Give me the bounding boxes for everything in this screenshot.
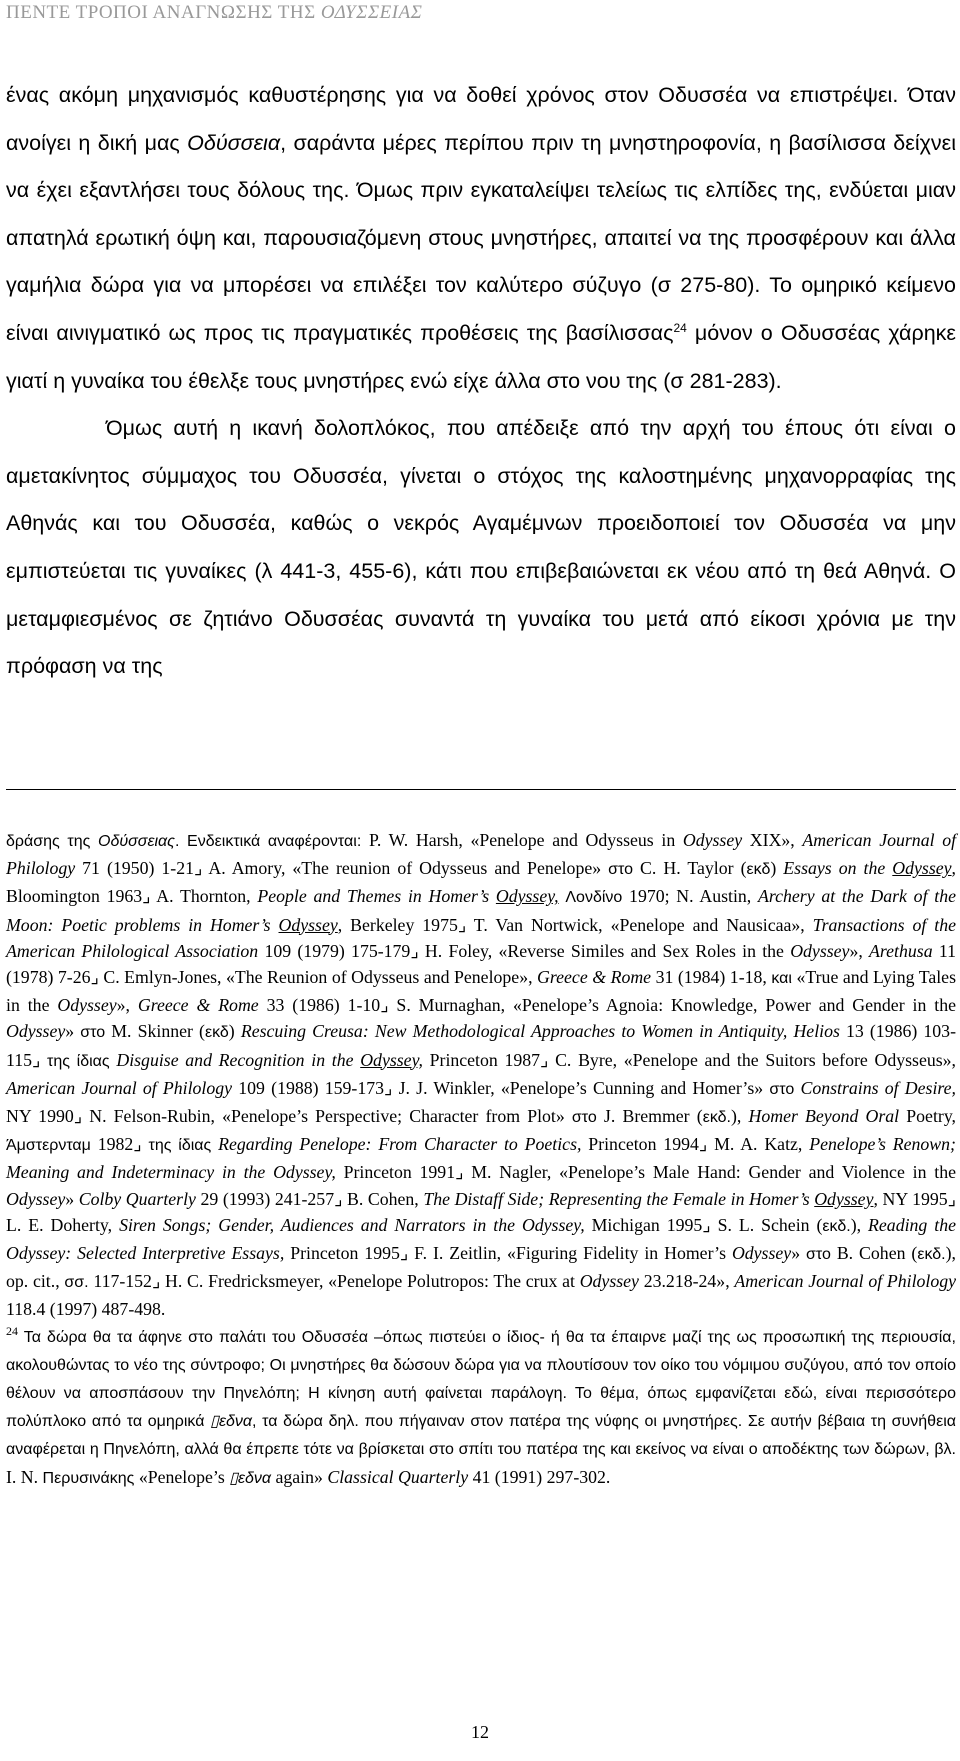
footnote-run: 118.4 (1997) 487-498. bbox=[6, 1299, 166, 1320]
footnote-run: » bbox=[791, 1243, 807, 1264]
footnote-run: Princeton 1995⌟ F. I. Zeitlin, «Figuring Fidelity in Homer’s bbox=[284, 1243, 732, 1264]
footnote-run: », bbox=[849, 940, 870, 961]
footnote-run: Michigan 1995⌟ S. L. Schein ( bbox=[584, 1214, 823, 1235]
footnote-run: Colby Quarterly bbox=[78, 1188, 196, 1209]
footnote-run: » bbox=[65, 1188, 79, 1209]
footnote-ref-24[interactable]: 24 bbox=[673, 320, 687, 335]
footnote-run: 33 (1986) 1-10⌟ S. Murnaghan, «Penelope’s Agnoia: Knowledge, Power and Gender in the bbox=[258, 995, 956, 1016]
footnote-23-continued bbox=[6, 827, 956, 1323]
footnote-run: Οδύσσειας bbox=[98, 833, 175, 850]
paragraph-1-text-a: ένας ακόμη μηχανισμός καθυστέρησης για να δοθεί χρόνος στον Οδυσσέα να επιστρέψει. Όταν ανοίγει η δική μας bbox=[6, 83, 956, 155]
footnote-run: στο bbox=[806, 1246, 831, 1264]
footnote-run: Odyssey bbox=[278, 914, 338, 935]
footnote-separator bbox=[6, 789, 956, 790]
footnote-run: , Berkeley 1975⌟ T. Van Nortwick, «Penelope and Nausicaa», bbox=[337, 914, 813, 935]
footnote-run: Archery at the Dark of the Moon: Poetic problems in Homer’s bbox=[6, 886, 956, 935]
footnote-run: 1970; N. Austin, bbox=[622, 886, 758, 907]
footnote-run: Rescuing Creusa: New Methodological Approaches to Women in Antiquity, Helios bbox=[240, 1021, 840, 1042]
footnote-run: 41 (1991) 297-302. bbox=[468, 1466, 611, 1487]
footnote-run: σσ. bbox=[64, 1274, 89, 1292]
footnote-run: «True and Lying Tales in the bbox=[6, 967, 956, 1016]
footnote-run: Constrains of Desire, bbox=[800, 1077, 956, 1098]
footnote-run: δράσης της bbox=[6, 833, 99, 850]
footnote-run: again» bbox=[271, 1466, 328, 1487]
footnote-run: εκδ. bbox=[702, 1109, 731, 1127]
footnote-24-text bbox=[6, 1323, 956, 1487]
footnote-run: ) bbox=[770, 858, 784, 879]
page-number: 12 bbox=[471, 1722, 489, 1742]
running-header bbox=[6, 2, 422, 24]
footnote-run: ) bbox=[228, 1021, 241, 1042]
footnote-run: , NY 1995⌟ L. E. Doherty, bbox=[6, 1188, 956, 1235]
footnote-run: M. Skinner ( bbox=[105, 1021, 205, 1042]
paragraph-1-text-c: , σαράντα μέρες περίπου πριν τη μνηστηροφονία, η βασίλισσα δείχνει να έχει εξαντλήσει τους δόλους της. Όμως πριν εγκαταλείψει τελείως τις ελπίδες της, ενδύεται μιαν απατηλά ερωτική όψη και, παρουσιαζόμενη στους μνηστήρες, απαιτεί να της προσφέρουν και άλλα γαμήλια δώρα για να μπορέσει να επιλέξει τον καλύτερο σύζυγο (σ 275-80). Το ομηρικό κείμενο είναι αινιγματικό ως προς τις πραγματικές προθέσεις της βασίλισσας bbox=[6, 130, 956, 345]
footnote-run: 117-152⌟ H. C. Fredricksmeyer, «Penelope Polutropos: The crux at bbox=[88, 1271, 580, 1292]
paragraph-1-text-d: μόνον ο Οδυσσέας χάρηκε γιατί η γυναίκα του έθελξε τους μνηστήρες ενώ είχε άλλα στο νου της (σ 281-283). bbox=[6, 320, 956, 393]
footnote-run: . Ενδεικτικά αναφέρονται: bbox=[174, 833, 369, 850]
footnote-run: Transactions of the American Philological Association bbox=[6, 914, 956, 961]
footnote-run: The Distaff Side; Representing the Female in Homer’s bbox=[423, 1188, 815, 1209]
footnote-run: Greece & Rome bbox=[137, 995, 259, 1016]
footnote-run: Odyssey, bbox=[495, 886, 559, 907]
footnote-run: Odyssey bbox=[579, 1271, 639, 1292]
footnote-run: P. W. Harsh, «Penelope and Odysseus in bbox=[368, 830, 683, 850]
body-text bbox=[6, 72, 956, 691]
footnote-run: εκδ. bbox=[917, 1246, 946, 1264]
footnote-run: 109 (1979) 175-179⌟ H. Foley, «Reverse Similes and Sex Roles in the bbox=[258, 940, 791, 961]
footnote-run: American Journal of Philology bbox=[6, 1077, 233, 1098]
footnote-run: 29 (1993) 241-257⌟ B. Cohen, bbox=[195, 1188, 424, 1209]
footnote-run: Λονδίνο bbox=[565, 889, 623, 907]
footnote-run: » bbox=[65, 1021, 81, 1042]
footnote-run: NY 1990⌟ N. Felson-Rubin, «Penelope’s Perspective; Character from Plot» bbox=[6, 1106, 572, 1127]
footnote-run: Odyssey bbox=[6, 1188, 66, 1209]
footnote-run: της ίδιας bbox=[148, 1137, 212, 1155]
footnote-run: στο bbox=[571, 1109, 597, 1127]
footnote-run: στο bbox=[608, 861, 634, 879]
footnote-run: Odyssey bbox=[892, 858, 952, 879]
footnote-run: 11 (1978) 7-26⌟ C. Emlyn-Jones, «The Reunion of Odysseus and Penelope», bbox=[6, 940, 956, 988]
footnote-run: Penelope’s Renown; Meaning and Indeterminacy in the Odyssey, bbox=[6, 1134, 956, 1183]
footnote-24-number: 24 bbox=[6, 1323, 18, 1338]
footnote-run: εκδ bbox=[204, 1024, 229, 1042]
footnote-run: ), bbox=[730, 1106, 749, 1127]
footnote-run: Τα δώρα θα τα άφηνε στο παλάτι του Οδυσσέα –όπως πιστεύει ο ίδιος- ή θα τα έπαιρνε μαζί της ως προσωπική της περιουσία, ακολουθώντας το νέο της σύντροφο; Οι μνηστήρες θα δώσουν δώρα για να πλουτίσουν τον οίκο του νόμιμου συζύγου, από τον οποίο θέλουν να αποσπάσουν την Πηνελόπη; Η κίνηση αυτή φαίνεται παράλογη. Το θέμα, όπως εμφανίζεται εδώ, είναι περισσότερο πολύπλοκο από τα ομηρικά bbox=[6, 1328, 956, 1431]
paragraph-2: Όμως αυτή η ικανή δολοπλόκος, που απέδειξε από την αρχή του έπους ότι είναι ο αμετακίνητος σύμμαχος του Οδυσσέα, γίνεται ο στόχος της καλοστημένης μηχανορραφίας της Αθηνάς και του Οδυσσέα, καθώς ο νεκρός Αγαμέμνων προειδοποιεί τον Οδυσσέα να μην εμπιστεύεται τις γυναίκες (λ 441-3, 455-6), κάτι που επιβεβαιώνεται εκ νέου από τη θεά Αθηνά. Ο μεταμφιεσμένος σε ζητιάνο Οδυσσέας συναντά τη γυναίκα του μετά από είκοσι χρόνια με την πρόφαση να της bbox=[6, 416, 956, 679]
footnote-run: Classical Quarterly bbox=[327, 1466, 469, 1487]
footnote-run: Odyssey bbox=[682, 830, 743, 850]
footnote-run: 13 (1986) 103-115⌟ bbox=[6, 1021, 956, 1070]
footnote-24 bbox=[6, 1323, 956, 1492]
footnote-run: Odyssey bbox=[731, 1243, 792, 1264]
footnote-run: People and Themes in Homer’s bbox=[257, 886, 496, 907]
footnote-run: εκδ bbox=[746, 861, 771, 879]
footnote-run: », bbox=[116, 995, 138, 1016]
footnote-run: ), op. cit., bbox=[6, 1243, 956, 1292]
footnote-run: ▯εδνα bbox=[229, 1469, 272, 1487]
footnote-run: XIX», bbox=[742, 830, 803, 850]
footnote-run: Reading the Odyssey: Selected Interpretive Essays, bbox=[6, 1214, 956, 1264]
footnote-run: ), bbox=[850, 1214, 869, 1235]
footnote-run: Περυσινάκης bbox=[42, 1469, 135, 1487]
footnote-run: 71 (1950) 1-21⌟ A. Amory, «The reunion of Odysseus and Penelope» bbox=[75, 858, 609, 879]
footnote-run: της ίδιας bbox=[47, 1052, 110, 1070]
footnote-run: 23.218-24», bbox=[638, 1271, 735, 1292]
footnote-run: Poetry, bbox=[899, 1106, 956, 1127]
footnote-run: , τα δώρα δηλ. που πήγαιναν στον πατέρα της νύφης οι μνηστήρες. Σε αυτήν βέβαια τη συνήθεια αναφέρεται η Πηνελόπη, αλλά θα έπρεπε τότε να βρίσκεται στο σπίτι του πατέρα της και εκείνος να είναι ο αποδέκτης των δώρων, βλ. bbox=[6, 1413, 956, 1459]
footnote-run: American Journal of Philology bbox=[734, 1271, 957, 1292]
footnote-run: Odyssey bbox=[814, 1188, 874, 1209]
footnote-run: Άμστερνταμ bbox=[6, 1137, 91, 1155]
footnote-run: και bbox=[771, 970, 792, 988]
footnote-run: Odyssey bbox=[6, 1021, 66, 1042]
footnote-run: Odyssey, bbox=[360, 1049, 423, 1070]
footnote-run: American Journal of Philology bbox=[6, 830, 957, 879]
footnote-run: Greece & Rome bbox=[537, 967, 652, 988]
odyssey-italic: Οδύσσεια bbox=[187, 130, 281, 155]
footnotes bbox=[6, 827, 956, 1492]
footnote-run: I. N. bbox=[6, 1466, 43, 1487]
footnote-run: Siren Songs; Gender, Audiences and Narrators in the Odyssey, bbox=[119, 1214, 585, 1235]
footnote-run: Princeton 1987⌟ C. Byre, «Penelope and the Suitors before Odysseus», bbox=[422, 1049, 957, 1070]
footnote-run: Odyssey bbox=[790, 940, 850, 961]
footnote-run: C. H. Taylor ( bbox=[633, 858, 747, 879]
header-title-italic: ΟΔΥΣΣΕΙΑΣ bbox=[320, 2, 423, 23]
footnote-run: , Bloomington 1963⌟ A. Thornton, bbox=[6, 858, 956, 907]
paragraph-1 bbox=[6, 72, 956, 405]
footnote-run: B. Cohen ( bbox=[830, 1243, 918, 1264]
footnote-run: στο bbox=[80, 1024, 106, 1042]
footnote-run: Princeton 1994⌟ M. A. Katz, bbox=[581, 1134, 810, 1155]
footnote-run: 31 (1984) 1-18, bbox=[651, 967, 772, 988]
footnote-run: «Penelope’s bbox=[134, 1466, 230, 1487]
footnote-run: Arethusa bbox=[869, 940, 933, 961]
footnote-run: Essays on the bbox=[783, 858, 893, 879]
footnote-run: Princeton 1991⌟ M. Nagler, «Penelope’s Male Hand: Gender and Violence in the bbox=[335, 1162, 956, 1183]
footnote-run: Regarding Penelope: From Character to Poetics, bbox=[218, 1134, 582, 1155]
footnote-run: εκδ. bbox=[822, 1217, 851, 1235]
footnote-run: Disguise and Recognition in the bbox=[116, 1049, 361, 1070]
header-title: ΠΕΝΤΕ ΤΡΟΠΟΙ ΑΝΑΓΝΩΣΗΣ ΤΗΣ bbox=[6, 2, 316, 23]
footnote-run: στο bbox=[769, 1080, 795, 1098]
footnote-run: 1982⌟ bbox=[90, 1134, 149, 1155]
footnote-run: ▯εδνα bbox=[210, 1413, 253, 1431]
footnote-run: J. Bremmer ( bbox=[596, 1106, 703, 1127]
footnote-run: Odyssey bbox=[57, 995, 117, 1016]
footnote-run: 109 (1988) 159-173⌟ J. J. Winkler, «Penelope’s Cunning and Homer’s» bbox=[232, 1077, 770, 1098]
footnote-run: Homer Beyond Oral bbox=[748, 1106, 900, 1127]
